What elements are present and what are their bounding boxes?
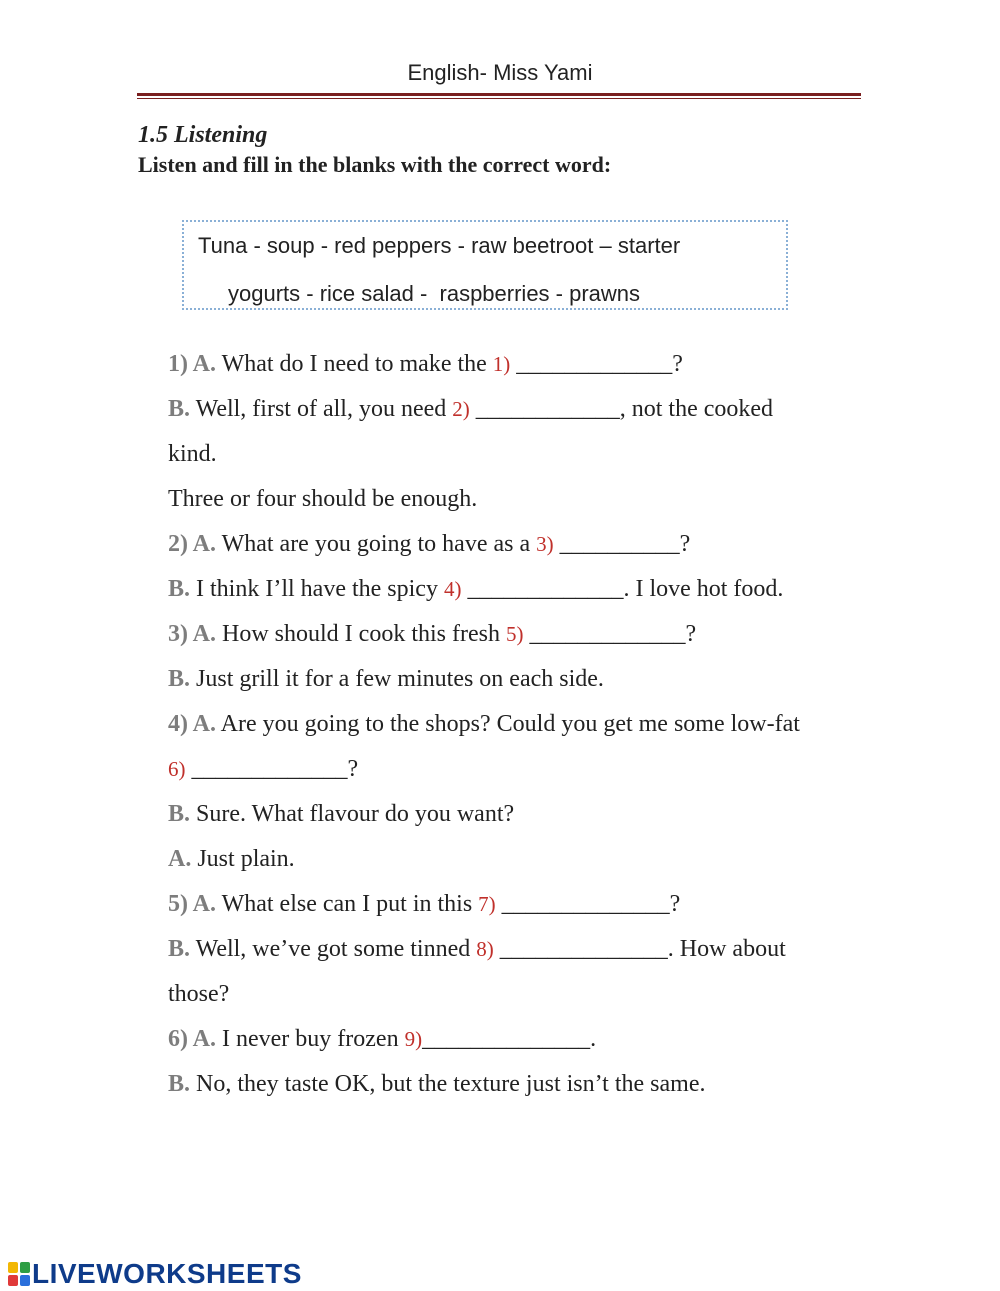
- speaker-label: 6) A.: [168, 1026, 216, 1052]
- word-bank-box: [182, 220, 788, 310]
- dialogue-line: [168, 799, 514, 829]
- speaker-label: 2) A.: [168, 531, 216, 557]
- line-text: What do I need to make the: [216, 351, 493, 377]
- logo-tiles-icon: [8, 1262, 30, 1286]
- line-text: Well, we’ve got some tinned: [190, 936, 477, 962]
- speaker-label: 1) A.: [168, 351, 216, 377]
- dialogue-line: [168, 529, 690, 559]
- line-text: Just grill it for a few minutes on each side.: [190, 666, 604, 692]
- dialogue-line: [168, 349, 683, 379]
- line-text: What else can I put in this: [216, 891, 479, 917]
- answer-blank-6[interactable]: _____________: [185, 756, 348, 782]
- blank-number: 9): [404, 1027, 423, 1051]
- blank-number: 4): [443, 577, 462, 601]
- logo-tile: [20, 1262, 30, 1273]
- word-bank-line-1: Tuna - soup - red peppers - raw beetroot – starter: [198, 233, 681, 258]
- speaker-label: A.: [168, 846, 192, 872]
- logo-tile: [8, 1275, 18, 1286]
- logo-tile: [8, 1262, 18, 1273]
- speaker-label: B.: [168, 666, 191, 692]
- speaker-label: B.: [168, 576, 191, 602]
- dialogue-line: [168, 934, 786, 964]
- dialogue-line: [168, 394, 773, 424]
- blank-number: 7): [478, 892, 496, 916]
- line-text-after: , not the cooked: [619, 396, 774, 422]
- line-text-after: ?: [347, 756, 359, 782]
- dialogue-line: [168, 1024, 596, 1054]
- line-text: Well, first of all, you need: [190, 396, 453, 422]
- dialogue-line: [168, 484, 477, 514]
- page-header-title: English- Miss Yami: [407, 60, 593, 85]
- line-text-after: ?: [669, 891, 681, 917]
- answer-blank-4[interactable]: _____________: [461, 576, 624, 602]
- line-text: kind.: [168, 441, 217, 467]
- line-text: What are you going to have as a: [216, 531, 537, 557]
- blank-number: 8): [476, 937, 494, 961]
- line-text: How should I cook this fresh: [216, 621, 506, 647]
- speaker-label: 3) A.: [168, 621, 216, 647]
- blank-number: 1): [492, 352, 511, 376]
- header-rule: [137, 93, 861, 96]
- answer-blank-9[interactable]: ______________: [422, 1026, 591, 1052]
- line-text-after: . How about: [667, 936, 786, 962]
- dialogue-line: [168, 709, 800, 739]
- answer-blank-3[interactable]: __________: [553, 531, 680, 557]
- answer-blank-1[interactable]: _____________: [510, 351, 673, 377]
- line-text-after: ?: [672, 351, 683, 377]
- line-text: I think I’ll have the spicy: [190, 576, 444, 602]
- line-text: Three or four should be enough.: [168, 486, 478, 512]
- blank-number: 5): [505, 622, 524, 646]
- answer-blank-8[interactable]: ______________: [493, 936, 668, 962]
- dialogue-line: [168, 979, 229, 1009]
- section-title: 1.5 Listening: [138, 122, 268, 148]
- dialogue-line: [168, 664, 604, 694]
- dialogue-line: [168, 889, 680, 919]
- speaker-label: B.: [168, 396, 191, 422]
- line-text: I never buy frozen: [216, 1026, 405, 1052]
- speaker-label: B.: [168, 801, 191, 827]
- dialogue-line: [168, 844, 295, 874]
- answer-blank-2[interactable]: ____________: [469, 396, 620, 422]
- speaker-label: 5) A.: [168, 891, 216, 917]
- word-bank-line-2: yogurts - rice salad - raspberries - prawns: [228, 281, 641, 306]
- line-text-after: .: [590, 1026, 597, 1052]
- dialogue-line: [168, 574, 783, 604]
- line-text-after: ?: [685, 621, 697, 647]
- speaker-label: 4) A.: [168, 711, 216, 737]
- blank-number: 6): [168, 757, 186, 781]
- line-text: Are you going to the shops? Could you get me some low-fat: [216, 711, 800, 737]
- line-text: Just plain.: [191, 846, 295, 872]
- dialogue-line: [168, 619, 696, 649]
- line-text-after: ?: [679, 531, 691, 557]
- line-text: No, they taste OK, but the texture just isn’t the same.: [190, 1071, 706, 1097]
- logo-tile: [20, 1275, 30, 1286]
- speaker-label: B.: [168, 1071, 191, 1097]
- dialogue-line: [168, 754, 358, 784]
- answer-blank-7[interactable]: ______________: [495, 891, 670, 917]
- blank-number: 3): [536, 532, 554, 556]
- speaker-label: B.: [168, 936, 191, 962]
- answer-blank-5[interactable]: _____________: [523, 621, 686, 647]
- line-text: Sure. What flavour do you want?: [190, 801, 515, 827]
- line-text-after: . I love hot food.: [623, 576, 784, 602]
- dialogue-line: [168, 439, 217, 469]
- instructions: Listen and fill in the blanks with the correct word:: [138, 152, 612, 177]
- logo-text: LIVEWORKSHEETS: [32, 1258, 302, 1289]
- blank-number: 2): [452, 397, 470, 421]
- header-rule-thin: [137, 98, 861, 99]
- liveworksheets-logo[interactable]: [8, 1258, 302, 1290]
- dialogue-line: [168, 1069, 705, 1099]
- line-text: those?: [168, 981, 230, 1007]
